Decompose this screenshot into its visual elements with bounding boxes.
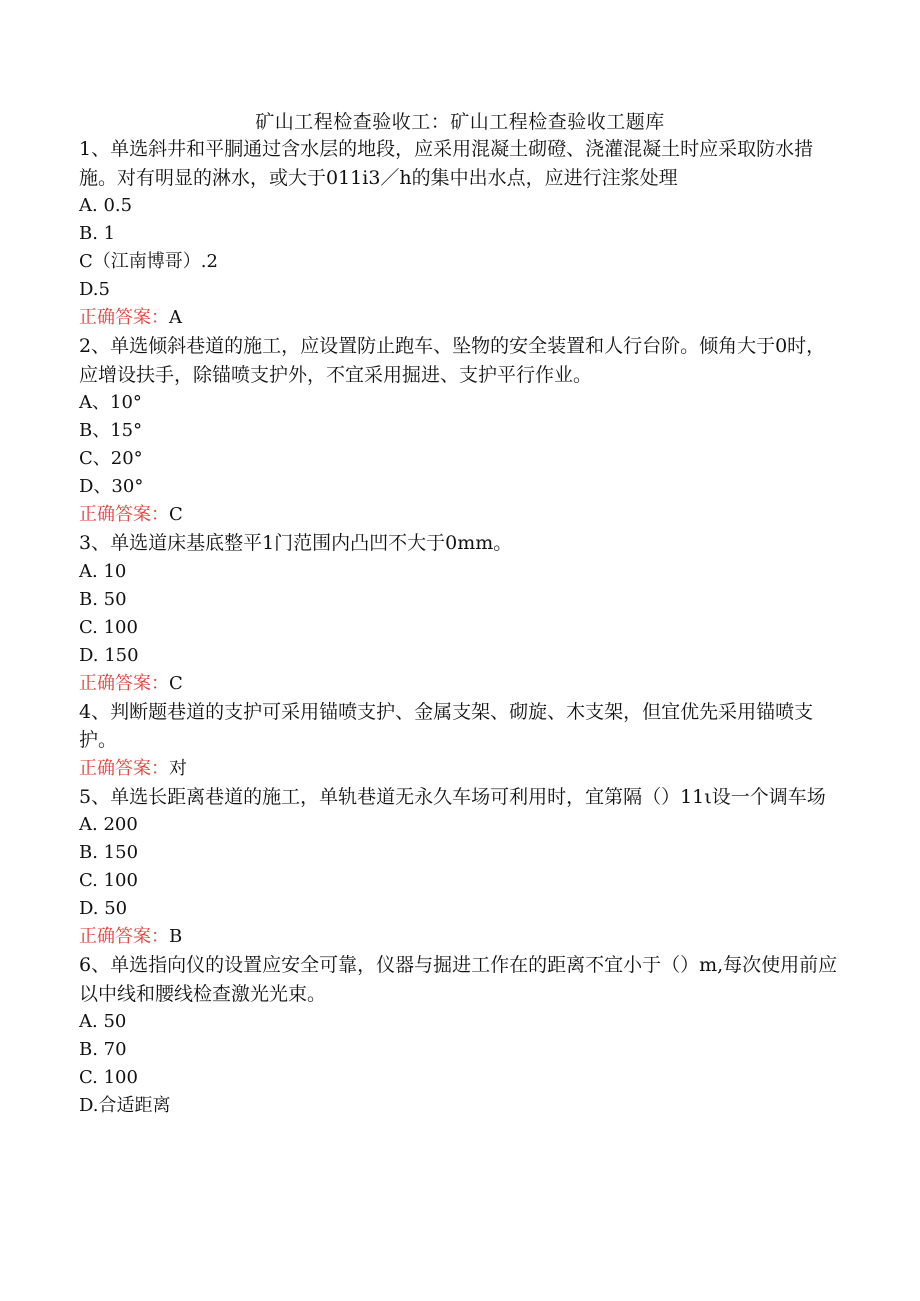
option-a: A、10° <box>79 392 142 413</box>
option-b: B. 70 <box>79 1039 127 1060</box>
correct-answer <box>79 923 839 951</box>
question-5 <box>79 783 839 952</box>
question-stem: 4、判断题巷道的支护可采用锚喷支护、金属支架、砌旋、木支架，但宜优先采用锚喷支护。 <box>79 700 814 751</box>
correct-answer <box>79 755 839 783</box>
question-6 <box>79 951 839 1120</box>
option-b: B. 1 <box>79 223 116 244</box>
question-4 <box>79 698 839 783</box>
option-d: D.5 <box>79 279 110 300</box>
option-d: D. 50 <box>79 898 128 919</box>
correct-answer <box>79 501 839 529</box>
answer-label: 正确答案： <box>79 504 169 525</box>
question-stem: 3、单选道床基底整平1门范围内凸凹不大于0mm。 <box>79 532 513 554</box>
question-1 <box>79 135 839 332</box>
option-d: D. 150 <box>79 644 139 666</box>
option-c: C（江南博哥）.2 <box>79 251 218 272</box>
option-c: C、20° <box>79 448 143 469</box>
answer-label: 正确答案： <box>79 307 169 328</box>
question-stem: 2、单选倾斜巷道的施工，应设置防止跑车、坠物的安全装置和人行台阶。倾角大于0时，应增设扶手，除锚喷支护外，不宜采用掘进、支护平行作业。 <box>79 335 826 386</box>
correct-answer <box>79 304 839 332</box>
option-b: B. 150 <box>79 842 139 863</box>
question-stem: 6、单选指向仪的设置应安全可靠，仪器与掘进工作在的距离不宜小于（）m,每次使用前应以中线和腰线检查激光光束。 <box>79 954 838 1005</box>
question-2 <box>79 332 839 529</box>
correct-answer <box>79 670 839 698</box>
option-b: B、15° <box>79 420 143 441</box>
question-stem: 5、单选长距离巷道的施工，单轨巷道无永久车场可利用时，宜第隔（）11ι设一个调车场 <box>79 785 826 808</box>
answer-label: 正确答案： <box>79 672 169 694</box>
answer-label: 正确答案： <box>79 757 169 779</box>
option-c: C. 100 <box>79 1067 138 1088</box>
option-a: A. 50 <box>79 1011 127 1032</box>
answer-value: A <box>169 307 182 328</box>
option-a: A. 200 <box>79 814 138 835</box>
answer-value: 对 <box>169 757 187 779</box>
answer-value: C <box>169 672 183 694</box>
question-stem: 1、单选斜井和平胴通过含水层的地段，应采用混凝土砌磴、浇灌混凝土时应采取防水措施。对有明显的淋水，或大于011i3／h的集中出水点，应进行注浆处理 <box>79 138 814 189</box>
answer-value: C <box>169 504 183 525</box>
document-title: 矿山工程检查验收工：矿山工程检查验收工题库 <box>255 111 665 133</box>
option-c: C. 100 <box>79 616 138 638</box>
answer-value: B <box>169 926 183 947</box>
option-d: D、30° <box>79 476 144 497</box>
option-b: B. 50 <box>79 588 127 610</box>
option-c: C. 100 <box>79 870 138 891</box>
answer-label: 正确答案： <box>79 926 169 947</box>
option-a: A. 0.5 <box>79 195 133 216</box>
question-list <box>79 135 839 1120</box>
question-3 <box>79 529 839 698</box>
option-a: A. 10 <box>79 560 127 582</box>
option-d: D.合适距离 <box>79 1095 171 1116</box>
